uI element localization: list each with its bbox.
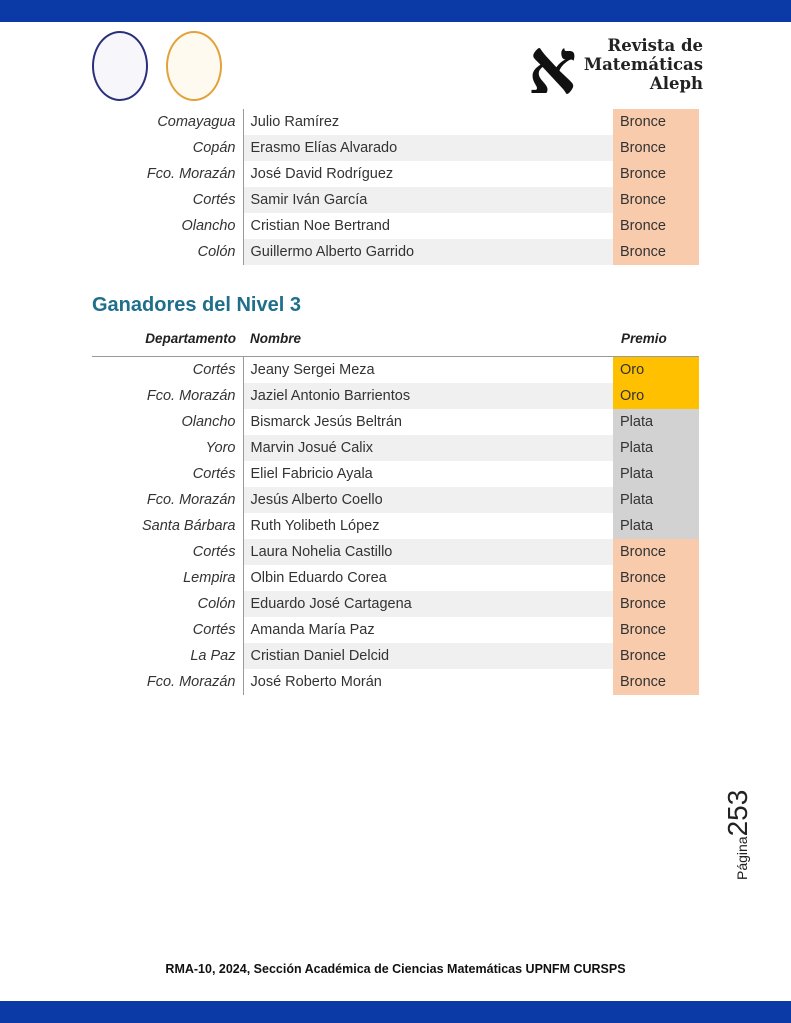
name-cell: Marvin Josué Calix — [243, 435, 613, 461]
name-cell: Bismarck Jesús Beltrán — [250, 414, 402, 430]
table-row — [92, 591, 699, 617]
name-cell: José Roberto Morán — [250, 674, 382, 690]
footer-citation: RMA-10, 2024, Sección Académica de Ciencias Matemáticas UPNFM CURSPS — [165, 962, 626, 976]
name-cell: Eliel Fabricio Ayala — [250, 466, 373, 482]
prize-cell: Oro — [613, 383, 699, 409]
bottom-color-bar — [0, 1001, 791, 1023]
name-cell: Jesús Alberto Coello — [243, 487, 613, 513]
winners-table-level-3 — [92, 357, 700, 695]
table-row — [92, 669, 699, 695]
table-row — [92, 357, 699, 383]
name-cell: Guillermo Alberto Garrido — [243, 239, 613, 265]
journal-title-line-1: Revista de — [607, 36, 703, 55]
name-cell: Jaziel Antonio Barrientos — [243, 383, 613, 409]
page-label: Página — [734, 836, 750, 880]
name-cell: Jeany Sergei Meza — [250, 362, 375, 378]
department-cell: Fco. Morazán — [92, 487, 243, 513]
page-number — [722, 790, 754, 880]
department-cell: Comayagua — [92, 109, 243, 135]
table-row — [92, 513, 699, 539]
department-cell: Fco. Morazán — [92, 669, 243, 695]
journal-title-line-3: Aleph — [649, 74, 703, 93]
prize-cell: Bronce — [613, 539, 699, 565]
table-row — [92, 487, 699, 513]
prize-cell: Plata — [613, 487, 699, 513]
department-cell: Colón — [92, 591, 243, 617]
math-section-logo — [166, 31, 222, 101]
prize-cell: Plata — [613, 513, 699, 539]
name-cell: Laura Nohelia Castillo — [243, 539, 613, 565]
prize-cell: Bronce — [613, 591, 699, 617]
name-cell: Eduardo José Cartagena — [243, 591, 613, 617]
table-row — [92, 617, 699, 643]
name-cell: Ruth Yolibeth López — [250, 518, 380, 534]
name-cell: Cristian Daniel Delcid — [243, 643, 613, 669]
column-header-prize: Premio — [621, 331, 667, 346]
prize-cell: Bronce — [613, 565, 699, 591]
table-row — [92, 109, 699, 135]
table-row — [92, 213, 699, 239]
winners-table-continued — [92, 109, 700, 265]
name-cell: Samir Iván García — [243, 187, 613, 213]
prize-cell: Bronce — [613, 669, 699, 695]
prize-cell: Bronce — [613, 109, 699, 135]
table-row — [92, 435, 699, 461]
prize-cell: Bronce — [613, 187, 699, 213]
table-row — [92, 161, 699, 187]
column-header-department: Departamento — [145, 331, 236, 346]
table-row — [92, 539, 699, 565]
page-number-value: 253 — [722, 789, 753, 837]
name-cell: Amanda María Paz — [250, 622, 375, 638]
department-cell: Cortés — [92, 187, 243, 213]
department-cell: Yoro — [92, 435, 243, 461]
column-header-name: Nombre — [250, 331, 302, 346]
table-row — [92, 383, 699, 409]
name-cell: Erasmo Elías Alvarado — [243, 135, 613, 161]
department-cell: Olancho — [92, 409, 243, 435]
table-row — [92, 643, 699, 669]
table-row — [92, 239, 699, 265]
name-cell: Olbin Eduardo Corea — [250, 570, 387, 586]
table-row — [92, 135, 699, 161]
journal-title — [583, 36, 703, 93]
aleph-logo-icon: א — [528, 22, 577, 111]
name-cell: José David Rodríguez — [250, 166, 394, 182]
top-color-bar — [0, 0, 791, 22]
department-cell: Copán — [92, 135, 243, 161]
department-cell: Cortés — [92, 357, 243, 383]
prize-cell: Plata — [613, 461, 699, 487]
prize-cell: Bronce — [613, 239, 699, 265]
department-cell: Cortés — [92, 539, 243, 565]
name-cell: Julio Ramírez — [250, 114, 340, 130]
name-cell: Cristian Noe Bertrand — [250, 218, 390, 234]
department-cell: Colón — [92, 239, 243, 265]
table-row — [92, 565, 699, 591]
department-cell: Cortés — [92, 617, 243, 643]
table-row — [92, 187, 699, 213]
journal-title-line-2: Matemáticas — [583, 55, 703, 74]
prize-cell: Bronce — [613, 617, 699, 643]
table-row — [92, 409, 699, 435]
university-seal-logo — [92, 31, 148, 101]
table-row — [92, 461, 699, 487]
department-cell: La Paz — [92, 643, 243, 669]
department-cell: Cortés — [92, 461, 243, 487]
department-cell: Lempira — [92, 565, 243, 591]
prize-cell: Bronce — [613, 643, 699, 669]
prize-cell: Bronce — [613, 161, 699, 187]
department-cell: Fco. Morazán — [92, 383, 243, 409]
section-heading: Ganadores del Nivel 3 — [92, 294, 301, 316]
department-cell: Fco. Morazán — [92, 161, 243, 187]
prize-cell: Plata — [613, 435, 699, 461]
prize-cell: Bronce — [613, 135, 699, 161]
department-cell: Santa Bárbara — [92, 513, 243, 539]
prize-cell: Bronce — [613, 213, 699, 239]
prize-cell: Oro — [613, 357, 699, 383]
department-cell: Olancho — [92, 213, 243, 239]
prize-cell: Plata — [613, 409, 699, 435]
